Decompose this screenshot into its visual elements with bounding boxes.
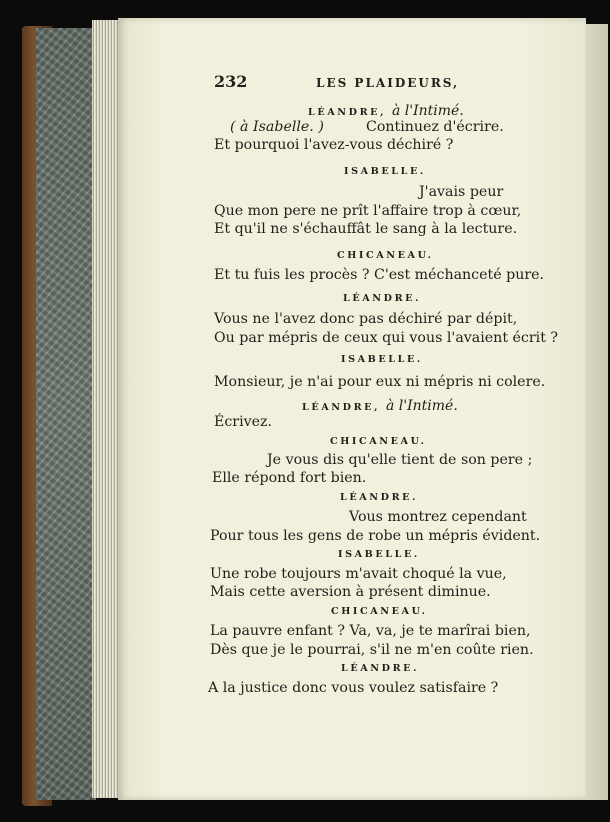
verse-line: Ou par mépris de ceux qui vous l'avaient écrit ?	[214, 330, 559, 346]
verse-line: Pour tous les gens de robe un mépris évident.	[210, 528, 541, 544]
speaker-heading: LÉANDRE.	[341, 663, 420, 674]
stage-direction: à l'Intimé.	[385, 398, 458, 414]
verse-line: A la justice donc vous voulez satisfaire ?	[208, 680, 499, 696]
speaker-heading: CHICANEAU.	[330, 436, 427, 447]
speaker-heading: LÉANDRE.	[340, 492, 419, 503]
verse-line: La pauvre enfant ? Va, va, je te marîrai bien,	[210, 623, 531, 639]
verse-line: Une robe toujours m'avait choqué la vue,	[210, 566, 507, 582]
verse-line: Dès que je le pourrai, s'il ne m'en coûte rien.	[210, 642, 534, 658]
facing-page-edge	[586, 24, 608, 800]
stage-direction: ( à Isabelle. )	[230, 119, 324, 135]
speaker-heading	[302, 398, 458, 414]
verse-line: Continuez d'écrire.	[366, 119, 504, 135]
speaker-name: LÉANDRE,	[302, 402, 381, 413]
verse-line: Et tu fuis les procès ? C'est méchanceté pure.	[214, 267, 545, 283]
verse-line: Mais cette aversion à présent diminue.	[210, 584, 491, 600]
verse-line: Écrivez.	[214, 414, 273, 430]
page-number: 232	[214, 72, 248, 91]
verse-line: Et pourquoi l'avez-vous déchiré ?	[214, 137, 454, 153]
speaker-heading: LÉANDRE.	[343, 293, 422, 304]
verse-line: Et qu'il ne s'échauffât le sang à la lecture.	[214, 221, 518, 237]
verse-line: J'avais peur	[419, 184, 504, 200]
speaker-heading	[308, 103, 464, 119]
speaker-heading: CHICANEAU.	[331, 606, 428, 617]
verse-line: Je vous dis qu'elle tient de son pere ;	[267, 452, 533, 468]
speaker-name: LÉANDRE,	[308, 107, 387, 118]
verse-line: Monsieur, je n'ai pour eux ni mépris ni colere.	[214, 374, 546, 390]
verse-line: Vous ne l'avez donc pas déchiré par dépit,	[214, 311, 518, 327]
speaker-heading: ISABELLE.	[344, 166, 426, 177]
speaker-heading: CHICANEAU.	[337, 250, 434, 261]
stage-direction: à l'Intimé.	[391, 103, 464, 119]
speaker-heading: ISABELLE.	[338, 549, 420, 560]
running-title: LES PLAIDEURS,	[316, 76, 460, 90]
verse-line: Elle répond fort bien.	[212, 470, 367, 486]
speaker-heading: ISABELLE.	[341, 354, 423, 365]
verse-line: Que mon pere ne prît l'affaire trop à cœur,	[214, 203, 522, 219]
marbled-endpaper	[36, 28, 96, 800]
verse-line: Vous montrez cependant	[349, 509, 527, 525]
